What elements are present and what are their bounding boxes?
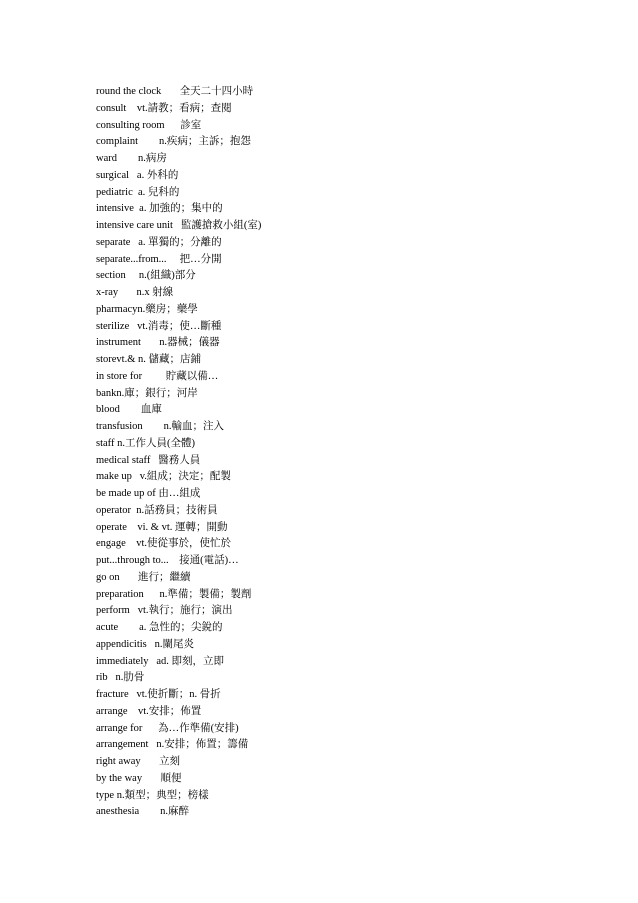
vocabulary-entry: x-ray n.x 射線 <box>96 287 174 298</box>
vocabulary-entry: arrangement n.安排；佈置；籌備 <box>96 739 249 751</box>
vocabulary-entry: in store for 貯藏以備… <box>96 370 219 382</box>
vocabulary-entry: staff n.工作人員(全體) <box>96 437 195 449</box>
vocabulary-entry: blood 血庫 <box>96 404 162 416</box>
vocabulary-entry: intensive care unit 監護搶救小組(室) <box>96 220 262 231</box>
vocabulary-entry: type n.類型；典型；榜樣 <box>96 789 209 801</box>
vocabulary-entry: consulting room 診室 <box>96 119 202 131</box>
vocabulary-entry: surgical a. 外科的 <box>96 169 179 181</box>
vocabulary-list <box>96 84 556 821</box>
vocabulary-entry: pharmacyn.藥房；藥學 <box>96 303 198 315</box>
vocabulary-entry: operator n.話務員；技術員 <box>96 504 218 516</box>
vocabulary-entry: separate a. 單獨的；分離的 <box>96 236 222 248</box>
vocabulary-entry: operate vi. & vt. 運轉；開動 <box>96 521 228 533</box>
vocabulary-entry: bankn.庫；銀行；河岸 <box>96 387 198 399</box>
vocabulary-entry: fracture vt.使折斷；n. 骨折 <box>96 689 221 700</box>
vocabulary-entry: rib n.肋骨 <box>96 672 145 684</box>
vocabulary-entry: go on 進行；繼續 <box>96 571 191 583</box>
vocabulary-entry: by the way 順便 <box>96 772 182 784</box>
vocabulary-entry: engage vt.使從事於，使忙於 <box>96 538 232 550</box>
vocabulary-entry: complaint n.疾病；主訴；抱怨 <box>96 136 251 148</box>
vocabulary-entry: pediatric a. 兒科的 <box>96 186 180 198</box>
vocabulary-entry: preparation n.準備；製備；製劑 <box>96 588 252 600</box>
vocabulary-entry: ward n.病房 <box>96 153 167 164</box>
vocabulary-entry: right away 立刻 <box>96 756 180 767</box>
vocabulary-entry: perform vt.執行；施行；演出 <box>96 605 233 617</box>
vocabulary-entry: transfusion n.輸血；注入 <box>96 421 225 432</box>
vocabulary-entry: be made up of 由…組成 <box>96 488 201 499</box>
vocabulary-entry: put...through to... 接通(電話)… <box>96 555 239 566</box>
vocabulary-entry: arrange for 為…作準備(安排) <box>96 722 239 734</box>
vocabulary-entry: anesthesia n.麻醉 <box>96 806 190 818</box>
vocabulary-entry: round the clock 全天二十四小時 <box>96 86 254 97</box>
vocabulary-entry: storevt.& n. 儲藏；店鋪 <box>96 354 201 365</box>
vocabulary-entry: sterilize vt.消毒；使…斷種 <box>96 320 222 332</box>
vocabulary-entry: section n.(組織)部分 <box>96 270 196 282</box>
vocabulary-entry: make up v.組成；決定；配製 <box>96 471 231 483</box>
vocabulary-entry: intensive a. 加強的；集中的 <box>96 203 223 215</box>
vocabulary-entry: appendicitis n.闌尾炎 <box>96 638 194 650</box>
vocabulary-entry: acute a. 急性的；尖銳的 <box>96 622 223 633</box>
vocabulary-entry: immediately ad. 即刻，立即 <box>96 655 225 667</box>
vocabulary-entry: medical staff 醫務人員 <box>96 454 201 466</box>
vocabulary-entry: consult vt.請教；看病；查閱 <box>96 102 232 114</box>
vocabulary-entry: separate...from... 把…分開 <box>96 253 222 265</box>
vocabulary-entry: arrange vt.安排；佈置 <box>96 705 202 717</box>
vocabulary-entry: instrument n.器械；儀器 <box>96 337 220 349</box>
